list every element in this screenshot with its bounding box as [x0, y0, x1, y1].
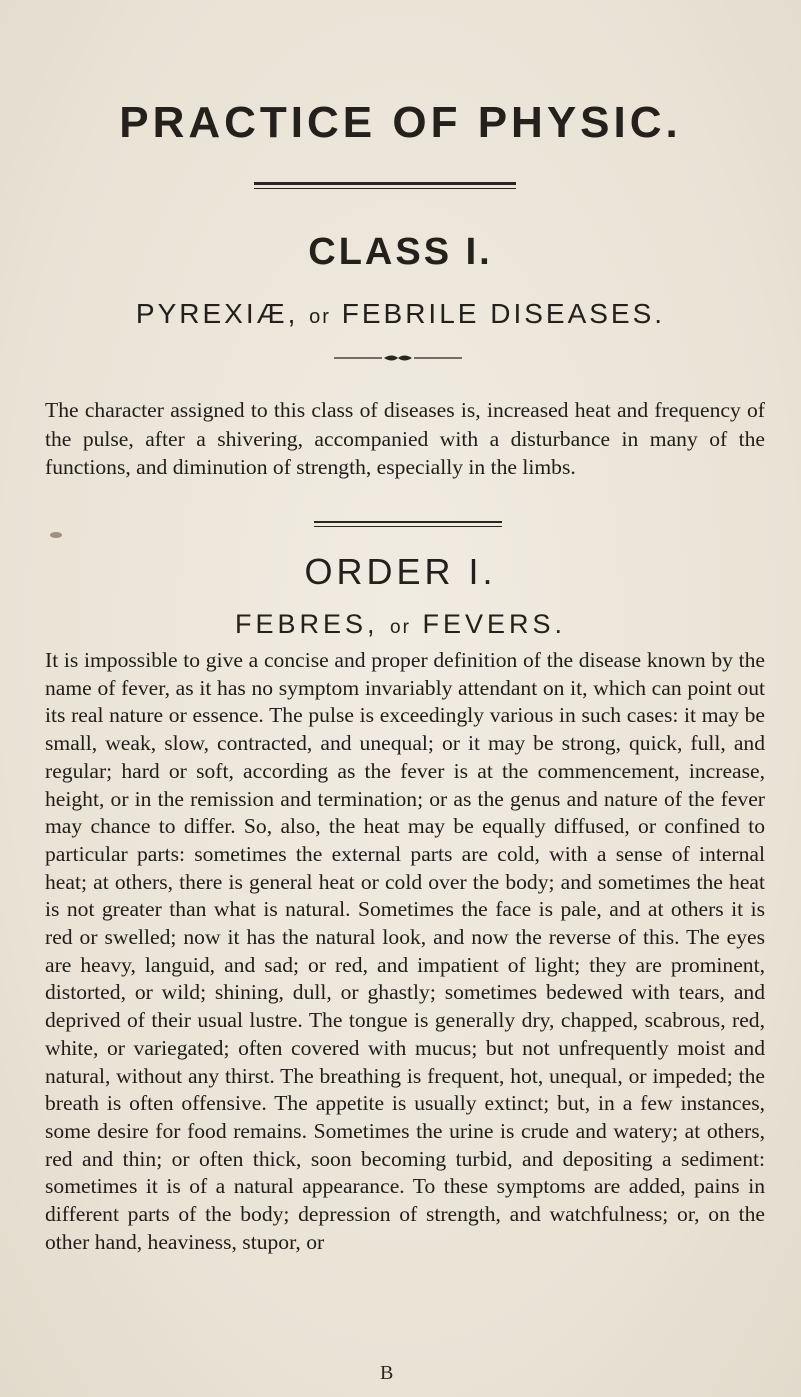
- ornament-divider-icon: [334, 353, 462, 363]
- title-rule-thin: [254, 188, 516, 189]
- order-subheading-or: or: [390, 617, 411, 638]
- class-subheading-rest: FEBRILE DISEASES.: [341, 298, 666, 329]
- signature-mark: B: [380, 1362, 394, 1384]
- order-subheading: [0, 609, 801, 640]
- class-subheading-or: or: [309, 306, 331, 328]
- fever-definition-paragraph: It is impossible to give a concise and proper definition of the disease known by the name of fever, as it has no symptom invariably attendant on it, which can point out its real nature or essence. The pulse is exceedingly various in such cases: it may be small, weak, slow, contracted, and unequal; or it may be strong, quick, full, and regular; hard or soft, according as the fever is at the commencement, increase, height, or in the remission and termination; or as the genus and nature of the fever may chance to differ. So, also, the heat may be equally diffused, or confined to particular parts: sometimes the external parts are cold, with a sense of internal heat; at others, there is general heat or cold over the body; and sometimes the heat is not greater than what is natural. Sometimes the face is pale, and at others it is red or swelled; now it has the natural look, and now the reverse of this. The eyes are heavy, languid, and sad; or red, and impatient of light; they are prominent, distorted, or wild; shining, dull, or ghastly; sometimes bedewed with tears, and deprived of their usual lustre. The tongue is generally dry, chapped, scabrous, red, white, or variegated; often covered with mucus; but not unfrequently moist and natural, without any thirst. The breathing is frequent, hot, unequal, or impeded; the breath is often offensive. The appetite is usually extinct; but, in a few instances, some desire for food remains. Sometimes the urine is crude and watery; at others, red and thin; or often thick, soon becoming turbid, and depositing a sediment: sometimes it is of a natural appearance. To these symptoms are added, pains in different parts of the body; depression of strength, and watchfulness; or, on the other hand, heaviness, stupor, or: [45, 648, 765, 1254]
- running-title: PRACTICE OF PHYSIC.: [119, 98, 682, 147]
- title-rule-thick: [254, 182, 516, 185]
- page-blemish: [50, 532, 62, 538]
- order-subheading-main: FEBRES,: [235, 609, 379, 639]
- class-definition-paragraph: The character assigned to this class of diseases is, increased heat and frequency of the pulse, after a shivering, accompanied with a disturbance in many of the functions, and diminution of strength, especially in the limbs.: [45, 398, 765, 480]
- class-heading: CLASS I.: [308, 231, 493, 273]
- order-heading: ORDER I.: [304, 551, 497, 592]
- order-rule-thin: [314, 526, 502, 527]
- class-subheading-main: PYREXIÆ,: [135, 298, 299, 329]
- order-subheading-rest: FEVERS.: [422, 609, 566, 639]
- order-rule-thick: [314, 521, 502, 523]
- class-subheading: [0, 298, 801, 330]
